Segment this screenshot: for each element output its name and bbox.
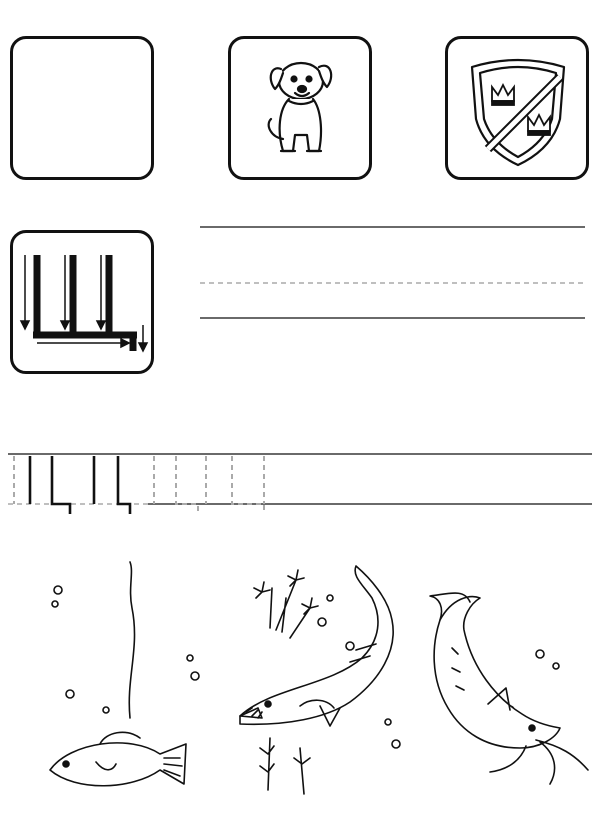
practice-row-top[interactable] <box>200 225 590 290</box>
puppy-icon <box>231 39 371 179</box>
puppy-card <box>228 36 372 180</box>
fish-illustration[interactable] <box>0 558 600 798</box>
shield-card <box>445 36 589 180</box>
shield-icon <box>448 39 588 179</box>
instruction-find-elements <box>12 395 590 417</box>
practice-row-bottom[interactable] <box>200 312 590 382</box>
practice-row-elements[interactable] <box>8 450 598 520</box>
letter-strokes <box>13 233 153 373</box>
letter-card <box>10 36 154 180</box>
instruction-color-fish <box>12 528 590 550</box>
stroke-order-card <box>10 230 154 374</box>
